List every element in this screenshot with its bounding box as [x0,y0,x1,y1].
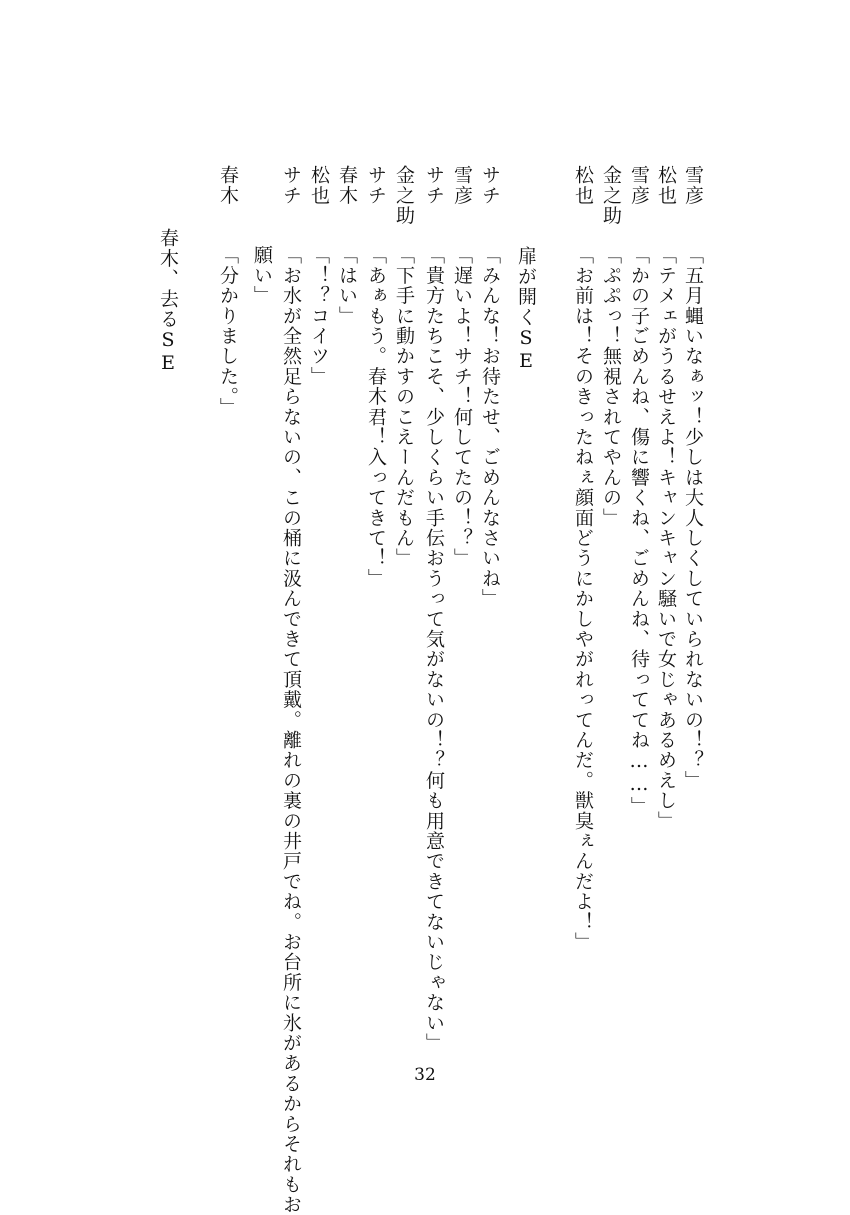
line-text: 「みんな！お待たせ、ごめんなさいね」 [479,245,501,609]
speaker-name: 雪彦 [628,165,650,206]
line-text: 「ぷぷっ！無視されてやんの」 [600,245,622,528]
dialogue-line [477,165,503,609]
dialogue-line [306,165,332,387]
stage-direction-text: 春木、去るSE [157,228,179,376]
line-text: 「遅いよ！サチ！何してたの！？」 [451,245,473,569]
speaker-name: サチ [423,165,445,206]
speaker-name: 雪彦 [451,165,473,206]
dialogue-line [391,165,417,569]
dialogue-line [363,165,389,589]
speaker-name: 金之助 [600,165,622,226]
line-text: 「テメェがうるせえよ！キャンキャン騒いで女じゃあるめえし」 [655,245,677,831]
line-text: 「分かりました。」 [217,245,239,418]
dialogue-line [449,165,475,569]
speaker-name: 雪彦 [682,165,704,206]
page-number: 32 [414,1065,436,1085]
speaker-name: サチ [280,165,302,206]
dialogue-line [278,165,304,1215]
dialogue-line [334,165,360,326]
line-text: 「お水が全然足らないの、この桶に汲んできて頂戴。離れの裏の井戸でね。お台所に氷があるからそれもお [280,245,302,1215]
speaker-name: 春木 [217,165,239,206]
speaker-name: サチ [365,165,387,206]
line-text: 「お前は！そのきったねぇ顔面どうにかしやがれってんだ。獣臭ぇんだよ！」 [572,245,594,952]
line-text: 「貴方たちこそ、少しくらい手伝おうって気がないの！？何も用意できてないじゃない」 [423,245,445,1053]
stage-direction [513,246,539,373]
speaker-name: 松也 [308,165,330,206]
stage-direction [155,228,181,375]
dialogue-line [598,165,624,528]
stage-direction-text: 扉が開くSE [515,246,537,374]
dialogue-line [653,165,679,831]
line-text: 「五月蝿いなぁッ！少しは大人しくしていられないの！？」 [682,245,704,791]
line-text: 「かの子ごめんね、傷に響くね、ごめんね、待っててね……」 [628,245,650,817]
speaker-name: 松也 [655,165,677,206]
dialogue-line [680,165,706,791]
dialogue-line [626,165,652,817]
speaker-name: 春木 [336,165,358,206]
line-text: 「あぁもう。春木君！入ってきて！」 [365,245,387,589]
line-text: 「！？コイツ」 [308,245,330,387]
line-text: 願い」 [251,245,273,306]
speaker-name: サチ [479,165,501,206]
dialogue-line [421,165,447,1053]
line-continuation [249,245,275,306]
speaker-name: 金之助 [393,165,415,226]
line-text: 「はい」 [336,245,358,326]
dialogue-line [570,165,596,952]
dialogue-line [215,165,241,418]
line-text: 「下手に動かすのこえーんだもん」 [393,245,415,569]
speaker-name: 松也 [572,165,594,206]
